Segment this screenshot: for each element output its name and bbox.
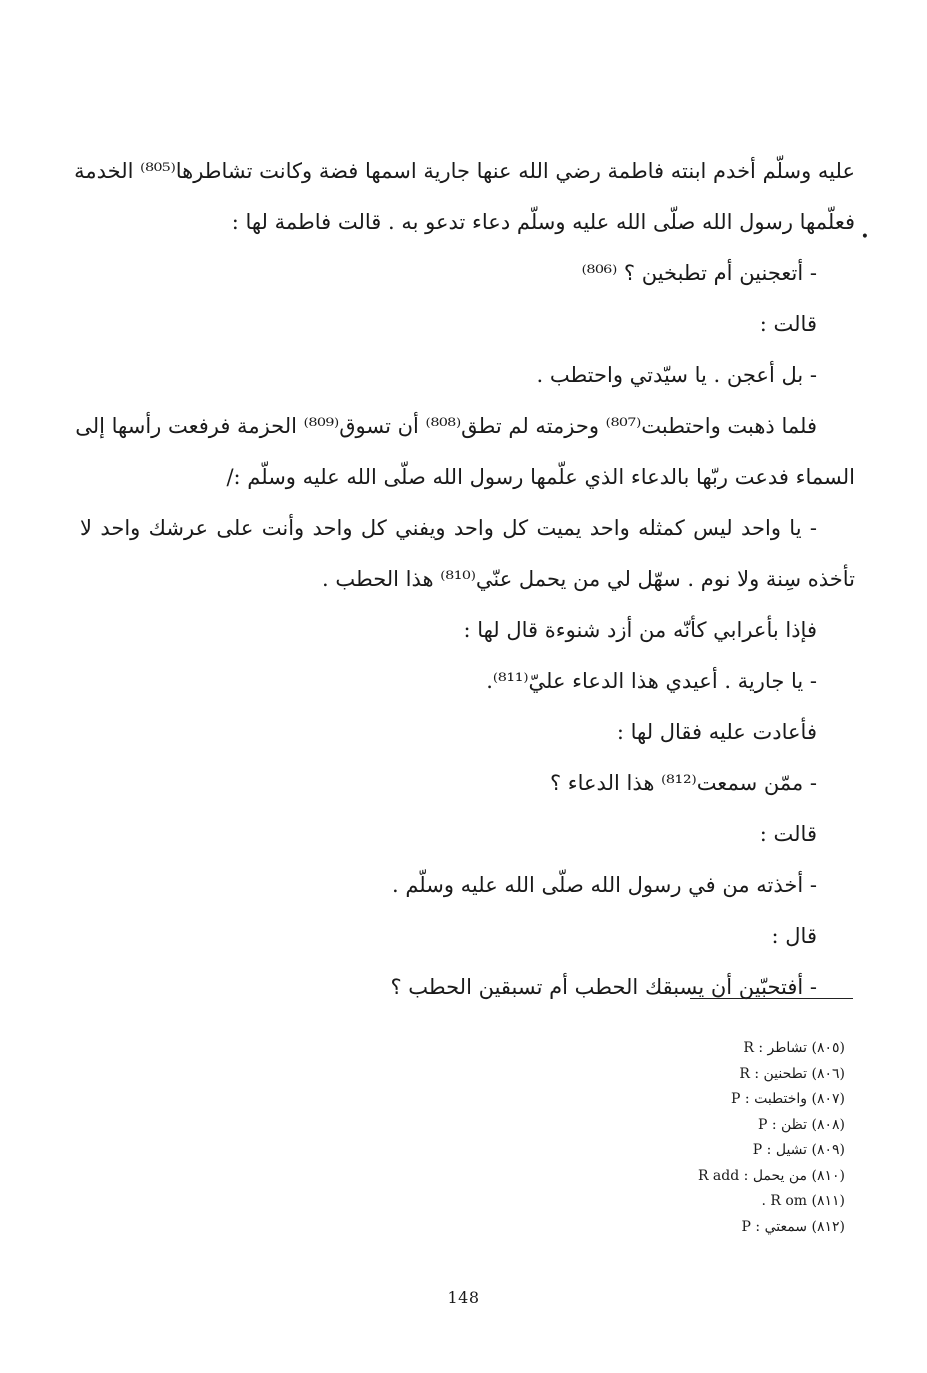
text-line: السماء فدعت ربّها بالدعاء الذي علّمها رسول الله صلّى الله عليه وسلّم :/ [226, 465, 855, 489]
page-number: 148 [447, 1288, 480, 1307]
dialogue-line: - أتعجنين أم تطبخين ؟ ⁽⁸⁰⁶⁾ [581, 261, 817, 285]
speaker-line: قالت : [759, 312, 817, 336]
footnote: (٨٠٥) تشاطر : R [743, 1040, 845, 1056]
dialogue-line: - أخذته من في رسول الله صلّى الله عليه وسلّم . [391, 873, 817, 897]
main-text [74, 146, 869, 1013]
footnote: (٨١١) R om . [761, 1193, 845, 1209]
dialogue-line: - أفتحبّين أن يسبقك الحطب أم تسبقين الحطب ؟ [390, 975, 817, 999]
dialogue-line: - يا واحد ليس كمثله واحد يميت كل واحد ويفني كل واحد وأنت على عرشك واحد لا [80, 516, 817, 540]
dialogue-line: - بل أعجن . يا سيّدتي واحتطب . [536, 363, 817, 387]
speaker-line: قال : [771, 924, 817, 948]
footnote: (٨٠٩) تشيل : P [752, 1142, 845, 1158]
text-line: فأعادت عليه فقال لها : [616, 720, 817, 744]
speaker-line: قالت : [759, 822, 817, 846]
text-line: فعلّمها رسول الله صلّى الله عليه وسلّم دعاء تدعو به . قالت فاطمة لها : [231, 210, 855, 234]
footnote: (٨٠٦) تطحنين : R [739, 1065, 845, 1082]
margin-bullet: • [860, 229, 869, 245]
footnote: (٨٠٧) واختطبت : P [731, 1091, 845, 1107]
text-line: فإذا بأعرابي كأنّه من أزد شنوءة قال لها : [463, 618, 817, 642]
footnotes [600, 1036, 845, 1240]
text-line: فلما ذهبت واحتطبت⁽⁸⁰⁷⁾ وحزمته لم تطق⁽⁸⁰⁸⁾ أن تسوق⁽⁸⁰⁹⁾ الحزمة فرفعت رأسها إلى [75, 414, 817, 438]
text-line: عليه وسلّم أخدم ابنته فاطمة رضي الله عنها جارية اسمها فضة وكانت تشاطرها⁽⁸⁰⁵⁾ الخدمة [74, 159, 855, 183]
footnote: (٨١٠) من يحمل : R add [697, 1167, 845, 1184]
dialogue-line: - يا جارية . أعيدي هذا الدعاء عليّ⁽⁸¹¹⁾. [486, 669, 817, 693]
footnote: (٨٠٨) تظن : P [757, 1116, 845, 1133]
footnote: (٨١٢) سمعتي : P [741, 1218, 845, 1235]
text-line: تأخذه سِنة ولا نوم . سهّل لي من يحمل عنّي⁽⁸¹⁰⁾ هذا الحطب . [322, 567, 855, 591]
dialogue-line: - ممّن سمعت⁽⁸¹²⁾ هذا الدعاء ؟ [549, 771, 817, 795]
footnote-separator [690, 998, 853, 999]
